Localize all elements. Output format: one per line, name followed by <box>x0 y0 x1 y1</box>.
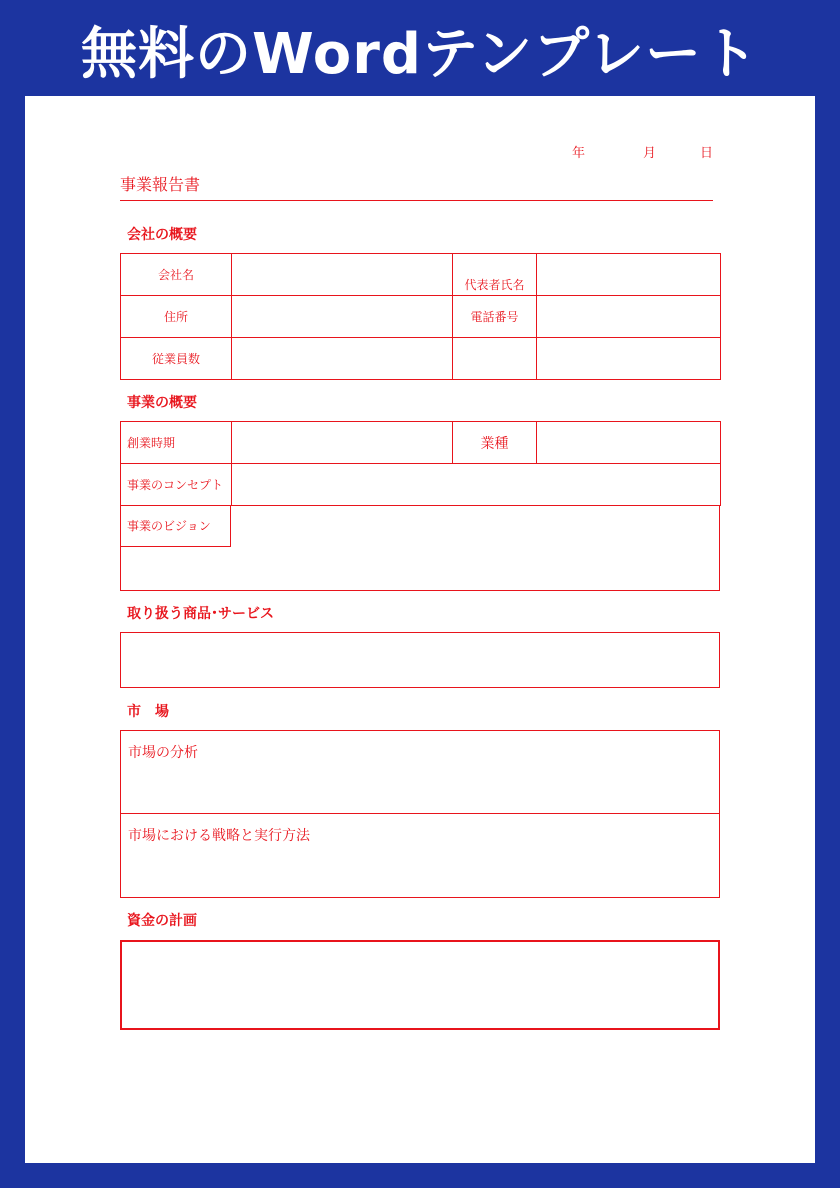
phone-label: 電話番号 <box>453 296 537 338</box>
empty-cell[interactable] <box>537 338 721 380</box>
company-table <box>120 253 721 380</box>
market-strategy-label: 市場における戦略と実行方法 <box>128 828 310 844</box>
section-heading-market: 市 場 <box>127 704 169 720</box>
products-field[interactable] <box>120 632 720 688</box>
date-month-label: 月 <box>643 146 657 161</box>
funding-field[interactable] <box>120 940 720 1030</box>
section-heading-products: 取り扱う商品･サービス <box>127 606 274 622</box>
business-table <box>120 421 721 506</box>
phone-field[interactable] <box>537 296 721 338</box>
concept-field[interactable] <box>232 464 721 506</box>
market-analysis-label: 市場の分析 <box>128 745 198 761</box>
section-heading-company: 会社の概要 <box>127 227 197 243</box>
banner-title: 無料のWordテンプレート <box>81 22 759 87</box>
industry-field[interactable] <box>537 422 721 464</box>
company-name-label: 会社名 <box>121 254 232 296</box>
industry-label: 業種 <box>453 422 537 464</box>
vision-label: 事業のビジョン <box>127 519 211 533</box>
representative-label: 代表者氏名 <box>453 254 537 296</box>
address-label: 住所 <box>121 296 232 338</box>
vision-label-cell <box>120 505 231 547</box>
founded-field[interactable] <box>232 422 453 464</box>
vision-area[interactable] <box>120 505 720 591</box>
employees-label: 従業員数 <box>121 338 232 380</box>
document-title: 事業報告書 <box>120 175 201 194</box>
title-underline <box>120 200 713 201</box>
representative-field[interactable] <box>537 254 721 296</box>
market-strategy-field[interactable] <box>120 813 720 898</box>
document-page <box>25 96 815 1163</box>
date-year-label: 年 <box>572 146 586 161</box>
company-name-field[interactable] <box>232 254 453 296</box>
section-heading-funding: 資金の計画 <box>127 913 197 929</box>
founded-label: 創業時期 <box>121 422 232 464</box>
address-field[interactable] <box>232 296 453 338</box>
date-day-label: 日 <box>700 146 714 161</box>
concept-label: 事業のコンセプト <box>121 464 232 506</box>
employees-field[interactable] <box>232 338 453 380</box>
market-analysis-field[interactable] <box>120 730 720 814</box>
empty-cell[interactable] <box>453 338 537 380</box>
section-heading-business: 事業の概要 <box>127 395 197 411</box>
